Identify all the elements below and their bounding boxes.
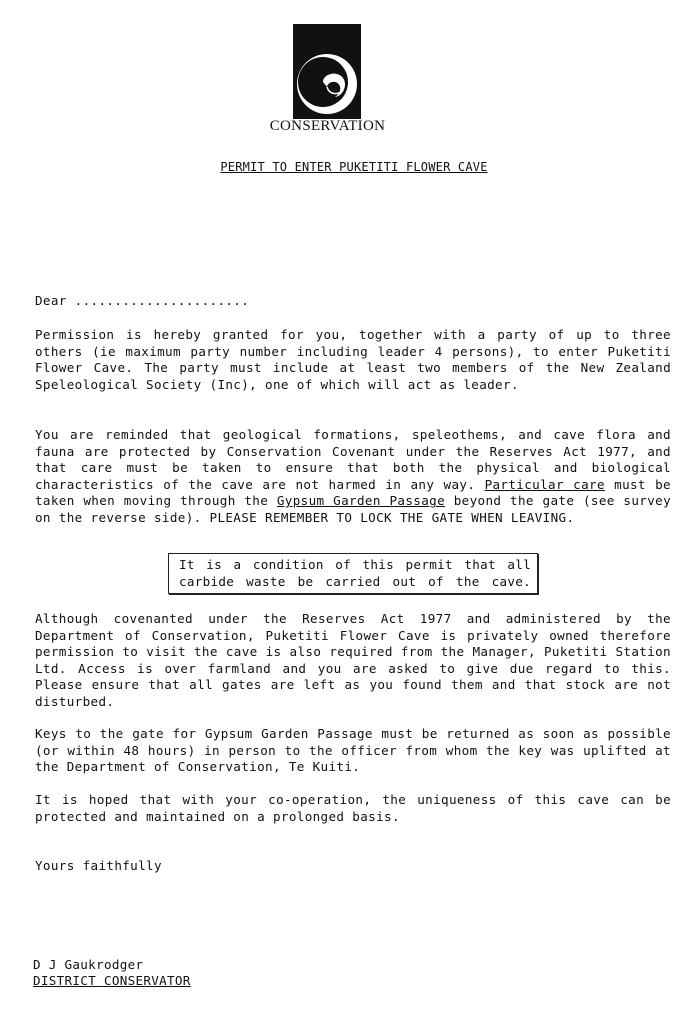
paragraph-permission: Permission is hereby granted for you, together with a party of up to three others (ie maximum party number including leader 4 persons), to enter Puketiti Flower Cave. The party must include at least two members of the New Zealand Speleological Society (Inc), one of which will act as leader. bbox=[35, 327, 671, 392]
reminder-text-2: must be taken when moving through the bbox=[35, 476, 671, 509]
paragraph-reminder bbox=[35, 427, 671, 527]
signatory-name: D J Gaukrodger bbox=[33, 957, 144, 972]
reminder-text-3: beyond the gate (see survey on the reverse side). PLEASE REMEMBER TO LOCK THE GATE WHEN LEAVING. bbox=[35, 493, 672, 525]
closing-salutation: Yours faithfully bbox=[35, 858, 162, 873]
paragraph-keys: Keys to the gate for Gypsum Garden Passage must be returned as soon as possible (or within 48 hours) in person to the officer from whom the key was uplifted at the Department of Conservation, Te Kuiti. bbox=[35, 726, 671, 775]
signatory-title: DISTRICT CONSERVATOR bbox=[33, 973, 191, 988]
reminder-text: You are reminded that geological formations, speleothems, and cave flora and fauna are protected by Conservation Covenant under the Reserves Act 1977, and that care must be taken to ensure that both the physical and biological characteristics of the cave are not harmed in any way. bbox=[35, 427, 671, 492]
paragraph-closing-hope: It is hoped that with your co-operation, the uniqueness of this cave can be protected and maintained on a prolonged basis. bbox=[35, 792, 671, 824]
particular-care-underlined: Particular care bbox=[484, 476, 605, 492]
salutation: Dear ...................... bbox=[35, 293, 250, 308]
org-name: CONSERVATION bbox=[269, 118, 386, 134]
conservation-logo-icon bbox=[293, 24, 361, 119]
document-title: PERMIT TO ENTER PUKETITI FLOWER CAVE bbox=[220, 160, 488, 174]
paragraph-ownership: Although covenanted under the Reserves Act 1977 and administered by the Department of Conservation, Puketiti Flower Cave is privately owned therefore permission to visit the cave is also required from the Manager, Puketiti Station Ltd. Access is over farmland and you are asked to give due regard to this. Please ensure that all gates are left as you found them and that stock are not disturbed. bbox=[35, 611, 671, 709]
carbide-waste-notice: It is a condition of this permit that all carbide waste be carried out of the cave. bbox=[168, 553, 538, 594]
gypsum-garden-passage-underlined: Gypsum Garden Passage bbox=[276, 493, 446, 509]
